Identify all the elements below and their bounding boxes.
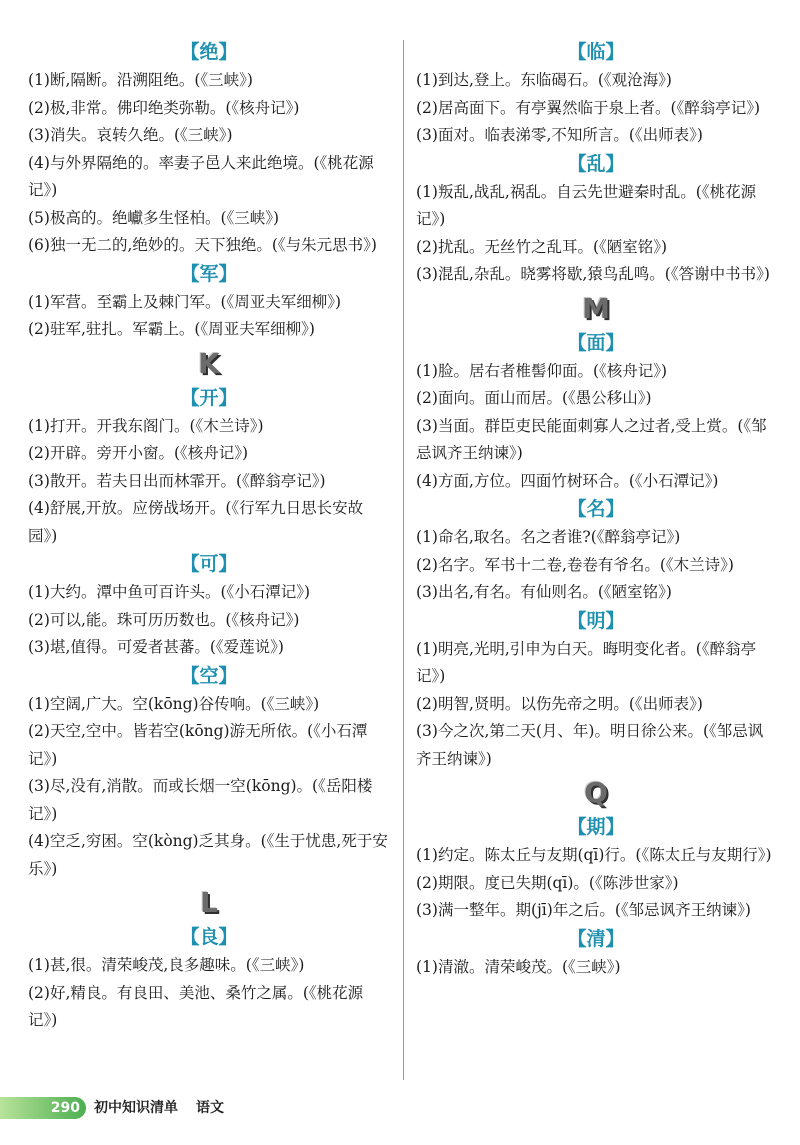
character-heading: 【面】	[567, 331, 625, 354]
definition-item: (3)尽,没有,消散。而或长烟一空(kōng)。(《岳阳楼记》)	[28, 777, 373, 823]
entry-group-lin	[416, 38, 776, 150]
definition-item: (2)可以,能。珠可历历数也。(《核舟记》)	[28, 610, 300, 629]
page-number: 290	[0, 1097, 86, 1119]
character-heading: 【期】	[567, 816, 625, 838]
character-heading: 【乱】	[567, 152, 625, 175]
definition-item: (1)叛乱,战乱,祸乱。自云先世避秦时乱。(《桃花源记》)	[416, 182, 757, 228]
definition-item: (6)独一无二的,绝妙的。天下独绝。(《与朱元思书》)	[28, 236, 377, 254]
definition-item: (2)扰乱。无丝竹之乱耳。(《陋室铭》)	[416, 237, 668, 256]
character-heading: 【可】	[180, 553, 238, 575]
definition-item: (1)约定。陈太丘与友期(qī)行。(《陈太丘与友期行》)	[416, 846, 772, 864]
entry-group-liang	[28, 923, 390, 1035]
letter-marker-m	[416, 289, 776, 329]
definition-item: (5)极高的。绝巘多生怪柏。(《三峡》)	[28, 208, 280, 227]
character-heading: 【绝】	[180, 41, 238, 63]
definition-item: (1)军营。至霸上及棘门军。(《周亚夫军细柳》)	[28, 292, 342, 311]
entry-group-ming-bright	[416, 607, 776, 774]
definition-item: (2)居高面下。有亭翼然临于泉上者。(《醉翁亭记》)	[416, 98, 761, 117]
entry-group-luan	[416, 150, 776, 289]
letter-k-icon: K	[198, 346, 220, 380]
definition-item: (1)空阔,广大。空(kōng)谷传响。(《三峡》)	[28, 694, 320, 713]
definition-item: (3)散开。若夫日出而林霏开。(《醉翁亭记》)	[28, 471, 326, 490]
definition-item: (1)清澈。清荣峻茂。(《三峡》)	[416, 957, 621, 976]
letter-marker-q	[416, 773, 776, 813]
definition-item: (3)满一整年。期(jī)年之后。(《邹忌讽齐王纳谏》)	[416, 901, 751, 919]
definition-item: (1)脸。居右者椎髻仰面。(《核舟记》)	[416, 361, 668, 380]
letter-marker-l	[28, 883, 390, 923]
character-heading: 【清】	[567, 927, 625, 950]
definition-item: (3)今之次,第二天(月、年)。明日徐公来。(《邹忌讽齐王纳谏》)	[416, 722, 764, 768]
entry-group-ming	[416, 495, 776, 607]
entry-group-kong	[28, 662, 390, 884]
character-heading: 【空】	[180, 664, 238, 687]
left-column	[28, 38, 390, 1035]
definition-item: (1)命名,取名。名之者谁?(《醉翁亭记》)	[416, 528, 681, 546]
entry-group-kai	[28, 384, 390, 551]
right-column	[416, 38, 776, 981]
character-heading: 【开】	[180, 386, 238, 409]
character-heading: 【名】	[567, 498, 625, 520]
definition-item: (1)到达,登上。东临碣石。(《观沧海》)	[416, 71, 672, 89]
definition-item: (1)大约。潭中鱼可百许头。(《小石潭记》)	[28, 583, 311, 601]
character-heading: 【军】	[180, 262, 238, 285]
definition-item: (3)当面。群臣吏民能面刺寡人之过者,受上赏。(《邹忌讽齐王纳谏》)	[416, 416, 767, 462]
entry-group-qing	[416, 925, 776, 982]
entry-group-ke	[28, 550, 390, 662]
letter-l-icon: L	[200, 886, 218, 919]
definition-item: (3)消失。哀转久绝。(《三峡》)	[28, 126, 233, 144]
definition-item: (1)明亮,光明,引申为白天。晦明变化者。(《醉翁亭记》)	[416, 639, 757, 685]
character-heading: 【临】	[567, 41, 625, 63]
letter-m-icon: M	[582, 291, 610, 325]
definition-item: (2)名字。军书十二卷,卷卷有爷名。(《木兰诗》)	[416, 555, 734, 574]
definition-item: (3)混乱,杂乱。晓雾将歇,猿鸟乱鸣。(《答谢中书书》)	[416, 265, 770, 283]
definition-item: (2)极,非常。佛印绝类弥勒。(《核舟记》)	[28, 98, 300, 117]
definition-item: (1)断,隔断。沿溯阻绝。(《三峡》)	[28, 71, 253, 89]
definition-item: (2)好,精良。有良田、美池、桑竹之属。(《桃花源记》)	[28, 983, 364, 1029]
definition-item: (2)驻军,驻扎。军霸上。(《周亚夫军细柳》)	[28, 320, 315, 338]
definition-item: (2)明智,贤明。以伤先帝之明。(《出师表》)	[416, 694, 703, 713]
definition-item: (4)与外界隔绝的。率妻子邑人来此绝境。(《桃花源记》)	[28, 153, 374, 199]
letter-marker-k	[28, 344, 390, 384]
letter-q-icon: Q	[584, 776, 608, 809]
definition-item: (2)开辟。旁开小窗。(《核舟记》)	[28, 444, 249, 462]
character-heading: 【良】	[180, 926, 238, 948]
definition-item: (4)方面,方位。四面竹树环合。(《小石潭记》)	[416, 471, 719, 490]
definition-item: (1)打开。开我东阁门。(《木兰诗》)	[28, 416, 264, 435]
definition-item: (2)期限。度已失期(qī)。(《陈涉世家》)	[416, 873, 679, 892]
definition-item: (4)舒展,开放。应傍战场开。(《行军九日思长安故园》)	[28, 499, 364, 545]
definition-item: (3)面对。临表涕零,不知所言。(《出师表》)	[416, 126, 703, 144]
character-heading: 【明】	[567, 609, 625, 632]
entry-group-jue	[28, 38, 390, 260]
definition-item: (2)面向。面山而居。(《愚公移山》)	[416, 389, 652, 407]
entry-group-qi	[416, 813, 776, 925]
page-footer	[0, 1097, 480, 1119]
definition-item: (3)堪,值得。可爱者甚蕃。(《爱莲说》)	[28, 638, 284, 656]
column-divider	[403, 40, 404, 1080]
book-title: 初中知识清单	[94, 1100, 178, 1116]
definition-item: (2)天空,空中。皆若空(kōng)游无所依。(《小石潭记》)	[28, 722, 368, 768]
subject-label: 语文	[196, 1100, 224, 1116]
entry-group-mian	[416, 329, 776, 496]
definition-item: (3)出名,有名。有仙则名。(《陋室铭》)	[416, 583, 672, 601]
definition-item: (1)甚,很。清荣峻茂,良多趣味。(《三峡》)	[28, 956, 305, 974]
definition-item: (4)空乏,穷困。空(kòng)乏其身。(《生于忧患,死于安乐》)	[28, 832, 388, 878]
entry-group-jun	[28, 260, 390, 344]
